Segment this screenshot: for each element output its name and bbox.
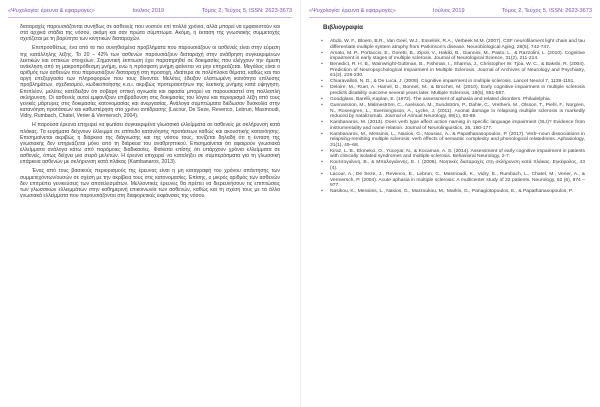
header-divider <box>8 17 292 18</box>
reference-item <box>319 85 585 96</box>
reference-item <box>319 172 585 189</box>
reference-item <box>319 120 585 131</box>
issue-date: Ιούλιος 2019 <box>132 8 165 14</box>
bullet-icon: ▪ <box>321 159 323 166</box>
reference-text: Benedict, R. H. B., Wainwright-Guttman, B., Fishman, I., Sharma, J., Christopher W. Tjoa, W. C., & Bakshi, R. (2004). Prediction of Neuropsychological Impairment in Multiple Sclerosis. Journal of Archives of Neurology and Psychiatry, 61(2), 226-230. <box>330 62 585 79</box>
reference-text: Lacour, A., De Seze, J., Revenco, E., Lebrun, C., Masmoudi, K., Vidry, E., Rumbach, L., Chatel, M., Verier, A., & Vermersch, P. (2004). Acute aphasia in multiple sclerosis: A multicenter study of 22 patients. Neurology, 62 (6), 974 – 977. <box>330 172 585 189</box>
volume-issn: Τόμος 2, Τεύχος 5, ISSN: 2623-3673 <box>501 8 592 14</box>
reference-item <box>319 149 585 160</box>
bullet-icon: ▪ <box>321 102 323 109</box>
right-page <box>300 0 600 407</box>
body-paragraph: Ένας από τους βασικούς περιορισμούς της έρευνας είναι η μη καταγραφή του χρόνου απάντησης των συμμετεχόντων/ουσών σε σχέση με την ακρίβεια τους στις κατονομασίες. Επίσης, ο μικρός αριθμός των ασθενών δεν επιτρέπει γενικεύσεις των αποτελεσμάτων. Μελλοντικές έρευνες θα πρέπει να διερευνήσουν τις επιπτώσεις των γλωσσικών ελλειμμάτων στην καθημερινή επικοινωνία των ασθενών, καθώς και τη σχέση τους με τα άλλα γνωσιακά ελλείμματα που παρουσιάζονται στη διαφορετικές εκφάνσεις της νόσου. <box>20 168 280 200</box>
bullet-icon: ▪ <box>321 78 323 85</box>
reference-text: Nasikou, K., Messinis, L., Nasios, G., Marzoukou, M., Markis, G., Panagiotopoulos, E., & Papathanasopoulos, P. <box>330 189 573 195</box>
bullet-icon: ▪ <box>321 171 323 178</box>
issue-date: Ιούλιος 2019 <box>433 8 465 14</box>
bullet-icon: ▪ <box>321 95 323 102</box>
bullet-icon: ▪ <box>321 61 323 68</box>
bullet-icon: ▪ <box>321 119 323 126</box>
bullet-icon: ▪ <box>321 147 323 154</box>
reference-item <box>319 97 585 103</box>
body-paragraph: Επιπροσθέτως, ένα από τα πιο συνηθισμένα προβλήματα που παρουσιάζουν οι ασθενείς είναι στην εύρεση της κατάλληλης λέξης. Το 20 – 42% των ασθενών παρουσιάζουν διαταραχή στην ανάθρηση συγκεκριμένων λεκτικών και οπτικών στοιχείων. Σημαντική έκπτωση έχει παρατηρηθεί σε δοκιμασίες που ελέγχουν την άμεση ανάκληση από τη μακροπρόθεσμη μνήμη, ενώ η πρόσφατη μνήμη φαίνεται να μην επηρεάζεται. Μεγάλος είναι ο αριθμός των ασθενών που παρουσιάζουν διαταραχή στη προσοχή, ιδιαίτερα σε πολύπλοκα θέματα, καθώς και πιο αργή επεξεργασία των πληροφοριών που τους δίνονται. Μελέτες έδειξαν ελαττωμένη ικανότητα επίλυσης προβλημάτων, σχεδιασμού, κωδικοποίησης κ.α.ι. ακριβώς προτεραιοτήτων της λεκτικής μνήμης κατά υψηγηση. Επιπλέον, μελέτες κατέδειξαν ότι σοβαρή οπτική αγνωσία και αφασία μπορεί να παρουσιαστεί στη πολλαπλή σκλήρυνση. Οι ασθενείς αυτοί εμφανίζουν επιβράδυνση στις δοκιμασίες του λόγου και περιορισμό λέξη από τους γενικές μάρτυρες στις δοκιμασίες κατονομασίας και ανεργασίας. Ανάλογα συμπτώματα διέδωσαν δυσκολία στην κατανόηση προτάσεων και καθυστέρηση στο χρόνο αντίδρασης (Lacour, De Seze, Revenco, Lebrun, Masmoudi, Vidry, Rumbach, Chatel, Verier & Vermersch, 2004). <box>20 45 280 120</box>
journal-name: «Ψυχολογία: έρευνα & εφαρμογές» <box>8 8 95 14</box>
reference-text: Gunnarsson, M., Malmeström, C., Axelsson, M., Sundström, P., Dahle, C., Vrethem, M., Olsson, T., Piehl, F., Norgren, N., Rosengren, L., Svenningsson, A., Lycke, J. (2011). Axonal damage in relapsing multiple sclerosis is markedly reduced by natalizumab. Journal of Annual Neurology, 69(1), 83-89. <box>330 103 585 120</box>
left-page-header <box>8 6 292 16</box>
reference-item <box>319 62 585 79</box>
reference-item <box>319 51 585 62</box>
right-page-header <box>309 6 592 16</box>
reference-item <box>319 39 585 50</box>
reference-text: Κουτσογιάννη, Β., & Μπαλογιάννης, Ε. Ι. (2006). Νοητικές διαταραχές στη σκλήρυνση κατά πλάκας. Εγκέφαλος, 43 (4). <box>330 160 585 172</box>
bibliography-title: Βιβλιογραφία <box>323 24 363 31</box>
reference-text: Kambanaros, M. (2013). Does verb type affect action naming in specific language impairment (SLI)? Evidence from instrumentality and name relation. Journal of Neurolinguistics, 26, 160-177. <box>330 120 585 131</box>
body-paragraph: διαταραχές παρουσιάζονται συνήθως σε ασθενείς που νοσούν επί πολλά χρόνια, αλλά μπορεί να εμφανιστούν και στα αρχικά στάδια της νόσου, ακόμη και σαν πρώτα σύμπτωμα. Ακόμη, η έκταση της γνωσιακής συμμετοχής σχετίζεται με τη βαρύτητα των κινητικών διαταραχών. <box>20 24 280 43</box>
reference-text: Kiraz, L. B., Ekmekci, O., Yuceyar, N., & Kocaman, A. S. (2014). Assessment of early cognitive impairment in patients with clinically isolated syndromes and multiple sclerosis. Behavioral Neurology, 2-7. <box>330 148 585 160</box>
reference-item <box>319 189 585 195</box>
reference-item <box>319 132 585 149</box>
bullet-icon: ▪ <box>321 188 323 195</box>
body-paragraph: Η παρούσα έρευνα επιχειρεί να φωτίσει συγκεκριμένα γλωσσικά ελλείμματα σε ασθενείς με σκλήρυνση κατά πλάκας. Τα ευρήματα δείχνουν έλλειμμα σε επίπεδο κατανόησης προτάσεων καθώς και ακουστικής κατανόησης. Επισημαίνεται ακριβώς η διάρκεια της διάγνωσης και της νόσου τους, τονίζεται δηλαδή ότι η ένταση της γνωσιακής δεν επηρεάζεται μόνο από τη διάρκεια του αναθρηπτικού. Επισημαίνεται ότι αφαιρούν γνωσιακά ελλείμματα ανάλογα κάτω από παρόμοιες διαδικασίες. Φαίνεται επίσης ότι υπάρχουν χρόνια ελλείμματα σε ασθενείς, όπως δείχνει μια σειρά μελετών. Η έρευνα επιχειρεί να καταλήξει σε συμπεράσματα για τη γλωσσική επάρκεια ασθενών με σκλήρυνση κατά πλάκας (Kambanaros, 2013). <box>20 122 280 166</box>
journal-name: «Ψυχολογία: έρευνα & εφαρμογές» <box>309 8 396 14</box>
reference-list <box>319 39 585 195</box>
bullet-icon: ▪ <box>321 38 323 44</box>
reference-text: Goodglass, Barelli, Kaplan, E. (1972). The assessment of aphasia and related disorders. Philadelphia. <box>330 96 551 102</box>
volume-issn: Τόμος 2, Τεύχος 5, ISSN: 2623-3673 <box>201 8 292 14</box>
reference-text: Kambanaros, M., Messinis, L., Nasios, G., Nousiac, A., & Papathanasopoulos, P. (2017). Verb–noun dissociations in relapsing-remitting multiple sclerosis: verb effects of semantic complexity and phonological relatedness. Aphasiology, 31(1), 49–68. <box>330 131 585 148</box>
bullet-icon: ▪ <box>321 49 323 56</box>
reference-item <box>319 103 585 120</box>
reference-text: Abdo, W. F., Bloem, B.R., Van Geel, W.J., Esselink, R.A., Verbeek M.M. (2007). CSF neurofilament light chain and tau differentiate multiple system atrophy from Parkinson's disease. Neurobiological Aging, 28(5), 742-747. <box>330 39 585 50</box>
header-divider <box>309 17 592 18</box>
reference-item <box>319 160 585 171</box>
reference-text: Chiaravalloti, N. D., & De Luca, J. (2008). Cognitive impairment in multiple sclerosis. Lancet Neurol 7, 1139-1151. <box>330 79 575 85</box>
bullet-icon: ▪ <box>321 130 323 137</box>
reference-text: Amato, M. P., Portaccio, E., Goretti, B., Zipoli, V., Hakiki, B., Giannini, M., Pasto, L., & Razzolini, L. (2010). Cognitive impairment in early stages of multiple sclerosis. Journal of Neurological Science, 31(2), 211-214. <box>330 50 585 62</box>
bullet-icon: ▪ <box>321 84 323 91</box>
reference-text: Deloire, M., Ruet, A. Hamel, D., Bonnet, M., & Brochet, M. (2010). Early cognitive impairment in multiple sclerosis predicts disability outcome several years later. Multiple Sclerosis, 16(5), 581-587. <box>330 85 585 96</box>
left-body-text <box>20 24 280 199</box>
bibliography-section <box>319 24 585 195</box>
